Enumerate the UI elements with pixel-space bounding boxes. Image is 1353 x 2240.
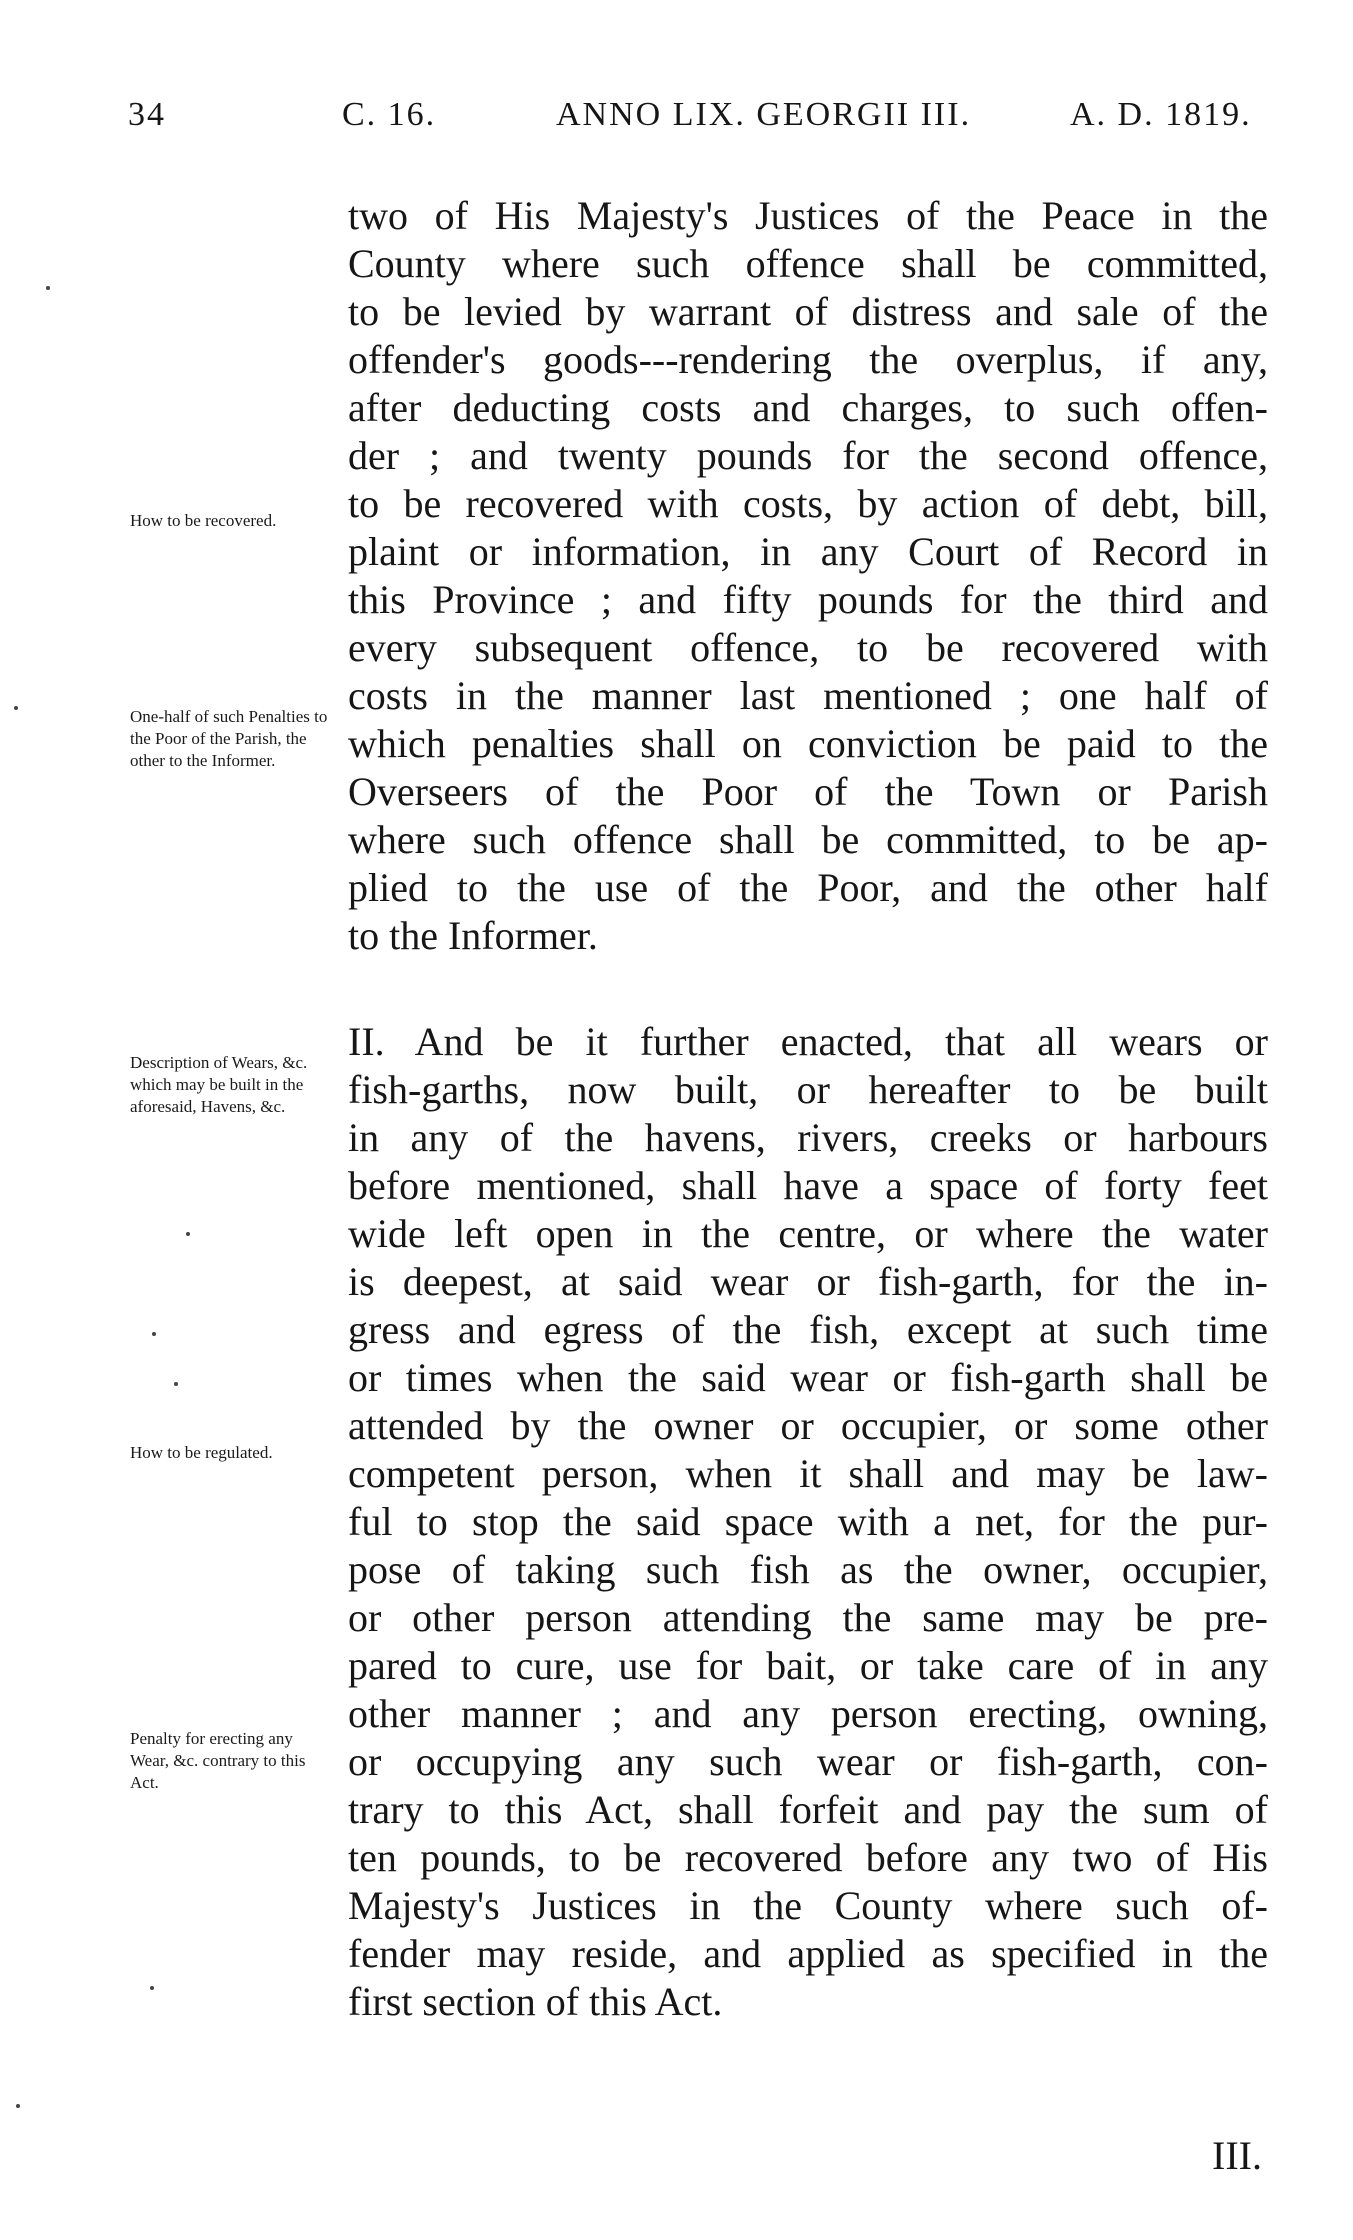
text-line: after deducting costs and charges, to such offen- (348, 385, 1268, 430)
text-line: every subsequent offence, to be recovered with (348, 625, 1268, 670)
text-line: Majesty's Justices in the County where such of- (348, 1883, 1268, 1928)
margin-note-description: Description of Wears, &c. which may be built in the aforesaid, Havens, &c. (130, 1053, 308, 1116)
margin-note-penalty-erecting: Penalty for erecting any Wear, &c. contrary to this Act. (130, 1729, 306, 1792)
margin-note-regulation: How to be regulated. (130, 1443, 273, 1462)
text-line: where such offence shall be committed, to be ap- (348, 817, 1268, 862)
text-line: Overseers of the Poor of the Town or Parish (348, 769, 1268, 814)
text-line: County where such offence shall be committed, (348, 241, 1268, 286)
text-line: trary to this Act, shall forfeit and pay the sum of (348, 1787, 1268, 1832)
section-ii (348, 1018, 1268, 2026)
text-line: or times when the said wear or fish-garth shall be (348, 1355, 1268, 1400)
text-line: to be levied by warrant of distress and sale of the (348, 289, 1268, 334)
year-label: A. D. 1819. (1070, 96, 1252, 133)
page-number: 34 (128, 96, 166, 133)
scan-speck (174, 1382, 178, 1386)
scan-speck (186, 1232, 190, 1236)
text-line: pared to cure, use for bait, or take care of in any (348, 1643, 1268, 1688)
text-line: ful to stop the said space with a net, for the pur- (348, 1499, 1268, 1544)
text-line: this Province ; and fifty pounds for the third and (348, 577, 1268, 622)
scan-speck (150, 1986, 154, 1990)
text-line: fender may reside, and applied as specified in the (348, 1931, 1268, 1976)
text-line: or occupying any such wear or fish-garth, con- (348, 1739, 1268, 1784)
text-line: attended by the owner or occupier, or some other (348, 1403, 1268, 1448)
text-line: or other person attending the same may be pre- (348, 1595, 1268, 1640)
margin-note-recovery: How to be recovered. (130, 511, 277, 530)
text-line: costs in the manner last mentioned ; one half of (348, 673, 1268, 718)
text-line: plied to the use of the Poor, and the other half (348, 865, 1268, 910)
text-line: fish-garths, now built, or hereafter to be built (348, 1067, 1268, 1112)
text-line: to the Informer. (348, 913, 598, 958)
scan-speck (152, 1332, 156, 1336)
text-line: other manner ; and any person erecting, owning, (348, 1691, 1268, 1736)
text-line: to be recovered with costs, by action of debt, bill, (348, 481, 1268, 526)
running-header (0, 96, 1353, 146)
margin-note-penalties: One-half of such Penalties to the Poor of the Parish, the other to the Informer. (130, 707, 328, 770)
text-line: gress and egress of the fish, except at such time (348, 1307, 1268, 1352)
text-line: II. And be it further enacted, that all wears or (348, 1019, 1268, 1064)
text-line: two of His Majesty's Justices of the Peace in the (348, 193, 1268, 238)
chapter-label: C. 16. (342, 96, 437, 133)
text-line: plaint or information, in any Court of Record in (348, 529, 1268, 574)
catchword: III. (1212, 2133, 1262, 2178)
text-line: der ; and twenty pounds for the second offence, (348, 433, 1268, 478)
scan-speck (46, 286, 50, 290)
text-line: in any of the havens, rivers, creeks or harbours (348, 1115, 1268, 1160)
text-line: competent person, when it shall and may be law- (348, 1451, 1268, 1496)
text-line: is deepest, at said wear or fish-garth, for the in- (348, 1259, 1268, 1304)
text-line: wide left open in the centre, or where the water (348, 1211, 1268, 1256)
text-line: first section of this Act. (348, 1979, 723, 2024)
text-line: offender's goods---rendering the overplus, if any, (348, 337, 1268, 382)
text-line: which penalties shall on conviction be paid to the (348, 721, 1268, 766)
text-line: before mentioned, shall have a space of forty feet (348, 1163, 1268, 1208)
paragraph-continuation (348, 192, 1268, 960)
text-line: ten pounds, to be recovered before any two of His (348, 1835, 1268, 1880)
running-title: ANNO LIX. GEORGII III. (556, 96, 972, 133)
scan-speck (14, 706, 18, 710)
scan-speck (16, 2104, 20, 2108)
text-line: pose of taking such fish as the owner, occupier, (348, 1547, 1268, 1592)
